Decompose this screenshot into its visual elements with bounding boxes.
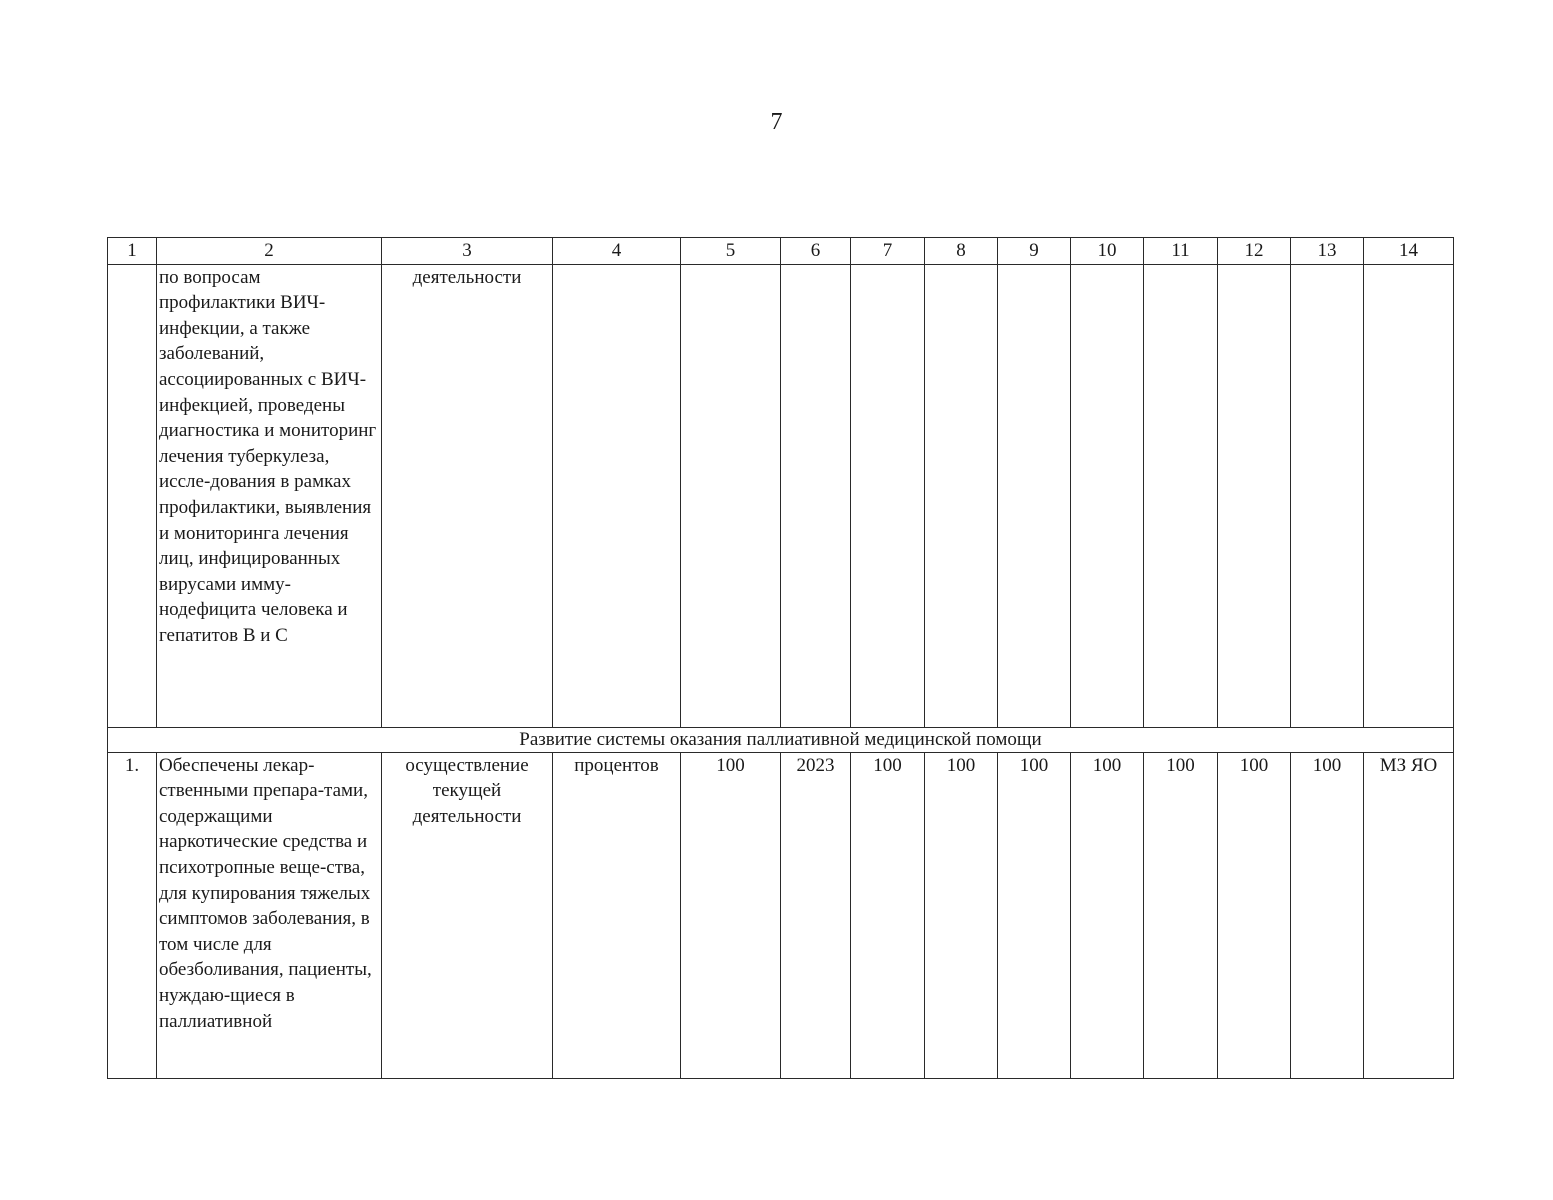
base-value: 100: [681, 752, 781, 1078]
row-number-cell: [108, 264, 157, 727]
empty-cell: [781, 264, 851, 727]
column-number: 6: [781, 238, 851, 265]
empty-cell: [1071, 264, 1144, 727]
column-number: 8: [925, 238, 998, 265]
column-number: 9: [998, 238, 1071, 265]
column-number: 10: [1071, 238, 1144, 265]
table-row: [108, 752, 1454, 1078]
column-number-row: [108, 238, 1454, 265]
section-row: [108, 727, 1454, 752]
result-type: осуществление текущей деятельности: [382, 752, 553, 1078]
empty-cell: [851, 264, 925, 727]
value-col-13: 100: [1291, 752, 1364, 1078]
empty-cell: [553, 264, 681, 727]
column-number: 3: [382, 238, 553, 265]
result-type: деятельности: [382, 264, 553, 727]
column-number: 5: [681, 238, 781, 265]
table-row: [108, 264, 1454, 727]
value-col-7: 100: [851, 752, 925, 1078]
empty-cell: [1144, 264, 1218, 727]
column-number: 7: [851, 238, 925, 265]
column-number: 12: [1218, 238, 1291, 265]
empty-cell: [1291, 264, 1364, 727]
empty-cell: [998, 264, 1071, 727]
empty-cell: [925, 264, 998, 727]
unit-of-measure: процентов: [553, 752, 681, 1078]
column-number: 13: [1291, 238, 1364, 265]
empty-cell: [1218, 264, 1291, 727]
page-number: 7: [770, 109, 783, 135]
empty-cell: [681, 264, 781, 727]
result-description: Обеспечены лекар-ственными препара-тами, содержащими наркотические средства и психотропные веще-ства, для купирования тяжелых симптомов заболевания, в том числе для обезболивания, пациенты, нуждаю-щиеся в паллиативной: [157, 752, 382, 1078]
result-description: по вопросам профилактики ВИЧ-инфекции, а также заболеваний, ассоциированных с ВИЧ-инфекцией, проведены диагностика и мониторинг лечения туберкулеза, иссле-дования в рамках профилактики, выявления и мониторинга лечения лиц, инфицированных вирусами имму-нодефицита человека и гепатитов В и С: [157, 264, 382, 727]
indicators-table: [107, 237, 1454, 1079]
row-number: 1.: [108, 752, 157, 1078]
value-col-10: 100: [1071, 752, 1144, 1078]
responsible-party: МЗ ЯО: [1364, 752, 1454, 1078]
section-title: Развитие системы оказания паллиативной медицинской помощи: [108, 727, 1454, 752]
value-col-9: 100: [998, 752, 1071, 1078]
column-number: 1: [108, 238, 157, 265]
column-number: 11: [1144, 238, 1218, 265]
value-col-11: 100: [1144, 752, 1218, 1078]
base-year: 2023: [781, 752, 851, 1078]
value-col-12: 100: [1218, 752, 1291, 1078]
column-number: 14: [1364, 238, 1454, 265]
column-number: 4: [553, 238, 681, 265]
empty-cell: [1364, 264, 1454, 727]
column-number: 2: [157, 238, 382, 265]
value-col-8: 100: [925, 752, 998, 1078]
